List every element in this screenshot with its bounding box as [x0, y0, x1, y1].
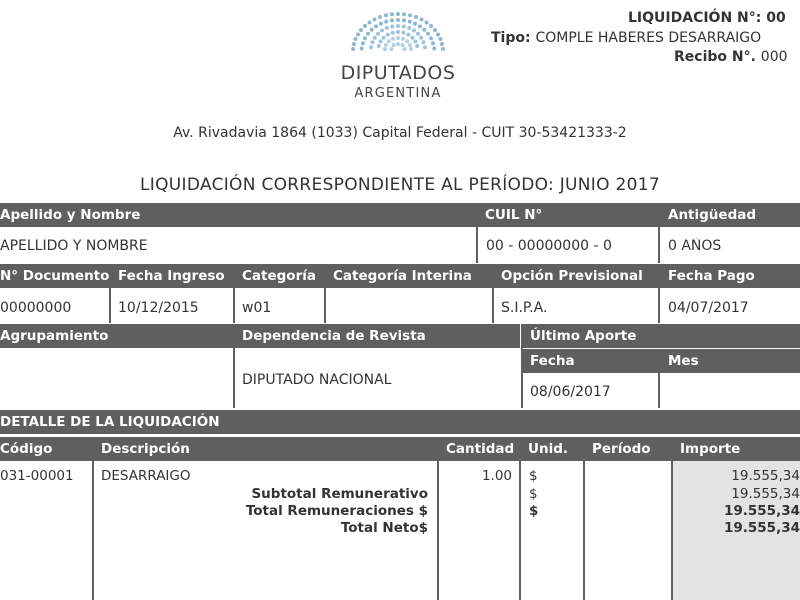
- logo-title: DIPUTADOS: [340, 62, 456, 84]
- header-fecha: Fecha: [522, 349, 658, 373]
- total-importe: 19.555,34: [723, 503, 800, 519]
- recibo-line: [674, 49, 788, 65]
- total-label: Subtotal Remunerativo: [251, 486, 428, 502]
- value-fecha-pago: 04/07/2017: [668, 300, 749, 316]
- header-codigo: Código: [0, 437, 92, 461]
- item-cantidad: 1.00: [481, 468, 512, 484]
- value-fecha-ingreso: 10/12/2015: [118, 300, 199, 316]
- value-cuil: 00 - 00000000 - 0: [486, 238, 612, 254]
- value-categoria: w01: [242, 300, 272, 316]
- parliament-hemicycle-icon: [348, 8, 448, 60]
- header-opcion-previsional: Opción Previsional: [493, 264, 659, 288]
- total-unid: $: [529, 486, 538, 502]
- value-opcion-previsional: S.I.P.A.: [501, 300, 548, 316]
- header-categoria-interina: Categoría Interina: [325, 264, 492, 288]
- total-unid: $: [529, 503, 539, 519]
- header-antiguedad: Antigüedad: [660, 203, 800, 227]
- header-categoria: Categoría: [234, 264, 324, 288]
- header-periodo: Período: [584, 437, 671, 461]
- period-title: LIQUIDACIÓN CORRESPONDIENTE AL PERÍODO: JUNIO 2017: [140, 175, 660, 195]
- tipo-value: COMPLE HABERES DESARRAIGO: [535, 30, 762, 46]
- recibo-value: 000: [760, 49, 788, 65]
- header-dependencia: Dependencia de Revista: [234, 324, 520, 348]
- header-fecha-ingreso: Fecha Ingreso: [110, 264, 233, 288]
- header-apellido-nombre: Apellido y Nombre: [0, 203, 476, 227]
- item-importe: 19.555,34: [731, 468, 800, 484]
- header-documento: N° Documento: [0, 264, 109, 288]
- total-importe: 19.555,34: [731, 486, 800, 502]
- logo-subtitle: ARGENTINA: [354, 86, 442, 101]
- tipo-label: Tipo:: [491, 30, 531, 46]
- value-antiguedad: 0 AÑOS: [668, 238, 722, 254]
- header-importe: Importe: [672, 437, 800, 461]
- liquidacion-value: 00: [766, 10, 786, 26]
- item-unid: $: [529, 468, 538, 484]
- header-cantidad: Cantidad: [438, 437, 519, 461]
- header-unid: Unid.: [520, 437, 583, 461]
- total-importe: 19.555,34: [723, 520, 800, 536]
- header-fecha-pago: Fecha Pago: [660, 264, 800, 288]
- total-label: Total Remuneraciones $: [245, 503, 428, 519]
- value-ultimo-aporte-fecha: 08/06/2017: [530, 384, 611, 400]
- header-ultimo-aporte: Último Aporte: [522, 324, 800, 348]
- header-cuil: CUIL N°: [477, 203, 658, 227]
- value-documento: 00000000: [0, 300, 72, 316]
- recibo-label: Recibo N°.: [674, 49, 756, 65]
- detail-title: DETALLE DE LA LIQUIDACIÓN: [0, 410, 800, 434]
- header-mes: Mes: [660, 349, 800, 373]
- item-descripcion: DESARRAIGO: [101, 468, 191, 484]
- value-apellido-nombre: APELLIDO Y NOMBRE: [0, 238, 148, 254]
- diputados-logo: [336, 8, 460, 101]
- tipo-line: [491, 30, 761, 46]
- total-label: Total Neto$: [340, 520, 428, 536]
- value-dependencia: DIPUTADO NACIONAL: [242, 372, 392, 388]
- liquidacion-number: [628, 10, 786, 26]
- address-line: Av. Rivadavia 1864 (1033) Capital Federal - CUIT 30-53421333-2: [173, 125, 627, 141]
- liquidacion-label: LIQUIDACIÓN N°:: [628, 10, 762, 26]
- item-codigo: 031-00001: [0, 468, 74, 484]
- header-descripcion: Descripción: [93, 437, 437, 461]
- header-agrupamiento: Agrupamiento: [0, 324, 233, 348]
